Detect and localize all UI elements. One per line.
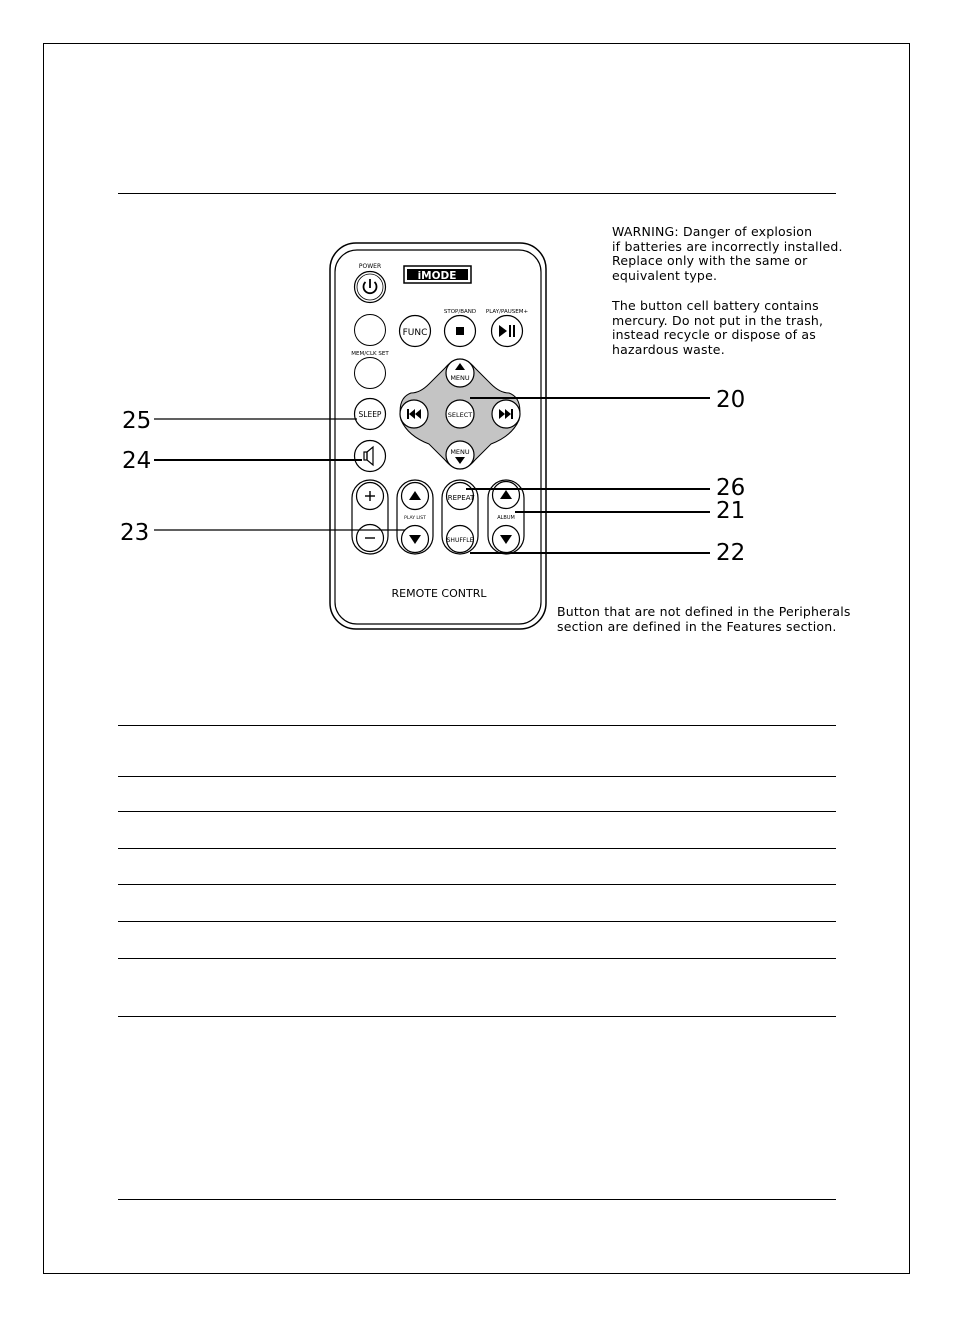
warning-line: instead recycle or dispose of as [612, 327, 816, 343]
remote-footer-label: REMOTE CONTRL [391, 587, 487, 600]
play-pause-label: PLAY/PAUSEM+ [485, 309, 529, 315]
blank-button[interactable] [355, 315, 386, 346]
sleep-button[interactable] [355, 399, 386, 430]
callout-22: 22 [716, 540, 746, 566]
sleep-label: SLEEP [358, 410, 382, 419]
callout-24: 24 [122, 448, 152, 474]
callout-23: 23 [120, 520, 150, 546]
imode-logo [404, 266, 471, 283]
volume-down-button[interactable] [357, 525, 384, 552]
warning-line: WARNING: Danger of explosion [612, 224, 813, 239]
func-button[interactable] [400, 316, 431, 347]
warning-line: mercury. Do not put in the trash, [612, 312, 824, 328]
warning-line: The button cell battery contains [612, 297, 819, 313]
next-track-button[interactable] [492, 400, 520, 428]
playlist-down-button[interactable] [402, 526, 429, 553]
menu-up-button[interactable] [446, 359, 474, 387]
album-label: ALBUM [497, 515, 515, 521]
album-down-button[interactable] [493, 526, 520, 553]
warning-line: Replace only with the same or [612, 253, 808, 269]
mem-clk-set-label: MEM/CLK SET [351, 351, 389, 357]
stop-band-button[interactable] [445, 316, 476, 347]
warning-line: hazardous waste. [612, 341, 725, 357]
play-pause-button[interactable] [492, 316, 523, 347]
svg-text:iMODE: iMODE [417, 270, 457, 282]
note-line: Button that are not defined in the Peripherals [557, 604, 851, 619]
select-button[interactable] [446, 400, 474, 428]
volume-up-button[interactable] [357, 483, 384, 510]
menu-down-button[interactable] [446, 441, 474, 469]
callout-21: 21 [716, 498, 746, 524]
shuffle-button[interactable] [447, 526, 474, 553]
func-label: FUNC [402, 328, 428, 338]
playlist-label: PLAY LIST [404, 516, 426, 521]
warning-line: equivalent type. [612, 268, 718, 284]
menu-up-label: MENU [450, 374, 470, 382]
playlist-up-button[interactable] [402, 483, 429, 510]
stop-icon [456, 327, 464, 335]
mute-button[interactable] [355, 441, 386, 472]
callout-26: 26 [716, 475, 746, 501]
note-line: section are defined in the Features section. [557, 618, 837, 634]
stop-band-label: STOP/BAND [443, 309, 477, 315]
album-up-button[interactable] [493, 482, 520, 509]
warning-line: if batteries are incorrectly installed. [612, 238, 843, 254]
power-label: POWER [358, 263, 382, 270]
select-label: SELECT [447, 411, 473, 419]
mem-clk-set-button[interactable] [355, 358, 386, 389]
callout-25: 25 [122, 408, 152, 434]
previous-track-button[interactable] [400, 400, 428, 428]
menu-down-label: MENU [450, 448, 470, 456]
callout-20: 20 [716, 387, 746, 413]
shuffle-label: SHUFFLE [446, 537, 474, 544]
power-button[interactable] [355, 272, 386, 303]
repeat-label: REPEAT [447, 494, 475, 502]
